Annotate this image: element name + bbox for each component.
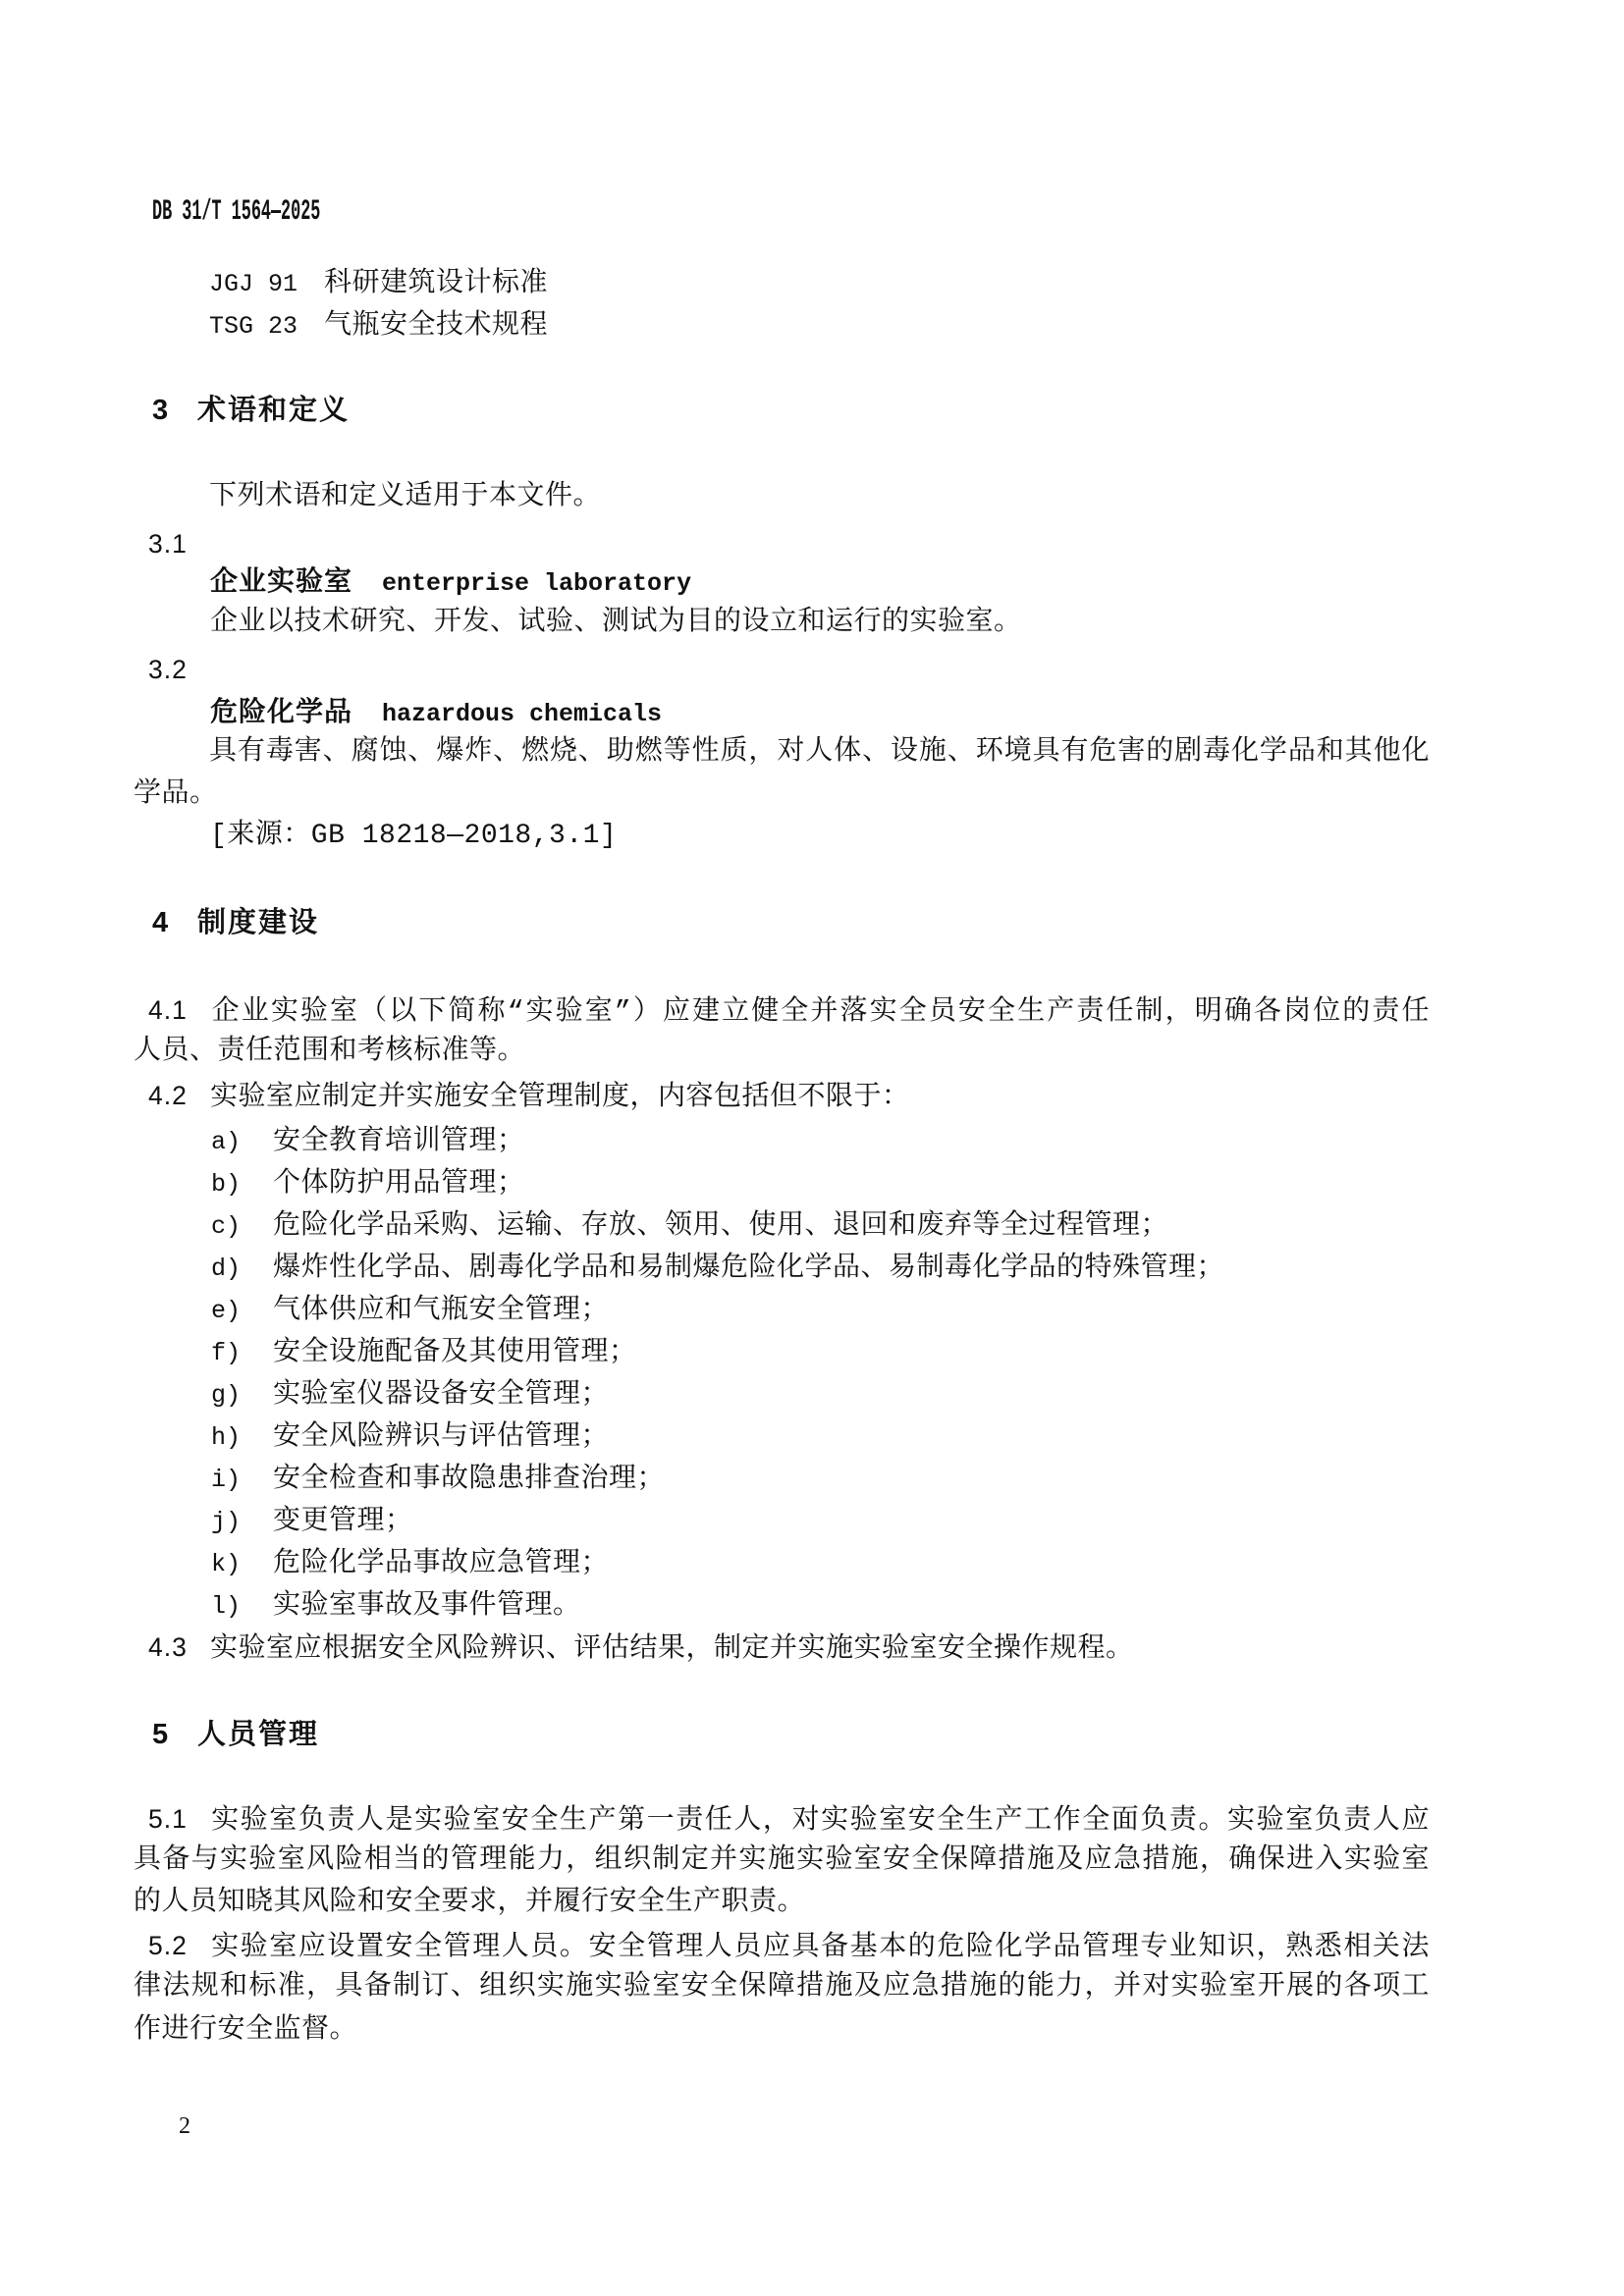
- list-marker: j): [211, 1508, 242, 1536]
- list-marker: k): [211, 1550, 242, 1578]
- list-text: 变更管理；: [273, 1507, 413, 1537]
- reference-code: TSG 23: [209, 312, 298, 341]
- list-text: 安全检查和事故隐患排查治理；: [273, 1465, 666, 1495]
- list-item: [211, 1338, 637, 1369]
- term-source: [来源：GB 18218—2018,3.1]: [210, 821, 618, 851]
- list-text: 气体供应和气瓶安全管理；: [273, 1296, 610, 1326]
- clause-5-2: [148, 1930, 1430, 1964]
- clause-text: 实验室应设置安全管理人员。安全管理人员应具备基本的危险化学品管理专业知识，熟悉相关法: [210, 1933, 1430, 1963]
- list-marker: d): [211, 1255, 242, 1283]
- list-item: [211, 1296, 609, 1327]
- section-heading-4: [152, 907, 319, 938]
- term-en: enterprise laboratory: [382, 569, 692, 598]
- list-text: 实验室事故及事件管理。: [273, 1591, 581, 1622]
- section-number: 5: [152, 1719, 169, 1750]
- clause-text: 实验室应制定并实施安全管理制度，内容包括但不限于：: [210, 1083, 910, 1113]
- clause-text: 的人员知晓其风险和安全要求，并履行安全生产职责。: [134, 1888, 806, 1918]
- list-item: [211, 1127, 525, 1158]
- list-marker: g): [211, 1381, 242, 1410]
- clause-text: 具备与实验室风险相当的管理能力，组织制定并实施实验室安全保障措施及应急措施，确保进入实验室: [134, 1845, 1430, 1876]
- clause-text: 人员、责任范围和考核标准等。: [134, 1037, 526, 1067]
- list-text: 危险化学品事故应急管理；: [273, 1549, 610, 1579]
- clause-4-3: [148, 1631, 1134, 1666]
- reference-title: 科研建筑设计标准: [324, 269, 549, 299]
- term-line: [210, 696, 662, 730]
- clause-number: 4.3: [148, 1632, 188, 1662]
- clause-5-1: [148, 1803, 1430, 1838]
- clause-number: 5.1: [148, 1804, 188, 1834]
- section-title: 人员管理: [197, 1719, 320, 1750]
- clause-number: 4.2: [148, 1081, 188, 1110]
- list-text: 危险化学品采购、运输、存放、领用、使用、退回和废弃等全过程管理；: [273, 1211, 1169, 1242]
- list-item: [211, 1380, 609, 1412]
- list-marker: h): [211, 1423, 242, 1452]
- term-definition: 学品。: [134, 779, 218, 810]
- list-item: [211, 1507, 413, 1538]
- clause-text: 企业实验室（以下简称“实验室”）应建立健全并落实全员安全生产责任制，明确各岗位的责任: [210, 997, 1430, 1028]
- list-marker: i): [211, 1466, 242, 1494]
- list-marker: e): [211, 1297, 242, 1325]
- clause-text: 实验室应根据安全风险辨识、评估结果，制定并实施实验室安全操作规程。: [210, 1634, 1134, 1665]
- list-marker: f): [211, 1339, 242, 1367]
- list-text: 安全风险辨识与评估管理；: [273, 1422, 610, 1453]
- clause-4-1: [148, 994, 1430, 1029]
- term-number: 3.1: [148, 529, 188, 559]
- list-item: [211, 1211, 1168, 1243]
- section-title: 术语和定义: [197, 395, 351, 426]
- section-number: 4: [152, 907, 169, 938]
- section-heading-3: [152, 395, 350, 426]
- list-item: [211, 1169, 525, 1201]
- clause-4-2: [148, 1080, 910, 1114]
- clause-text: 律法规和标准，具备制订、组织实施实验室安全保障措施及应急措施的能力，并对实验室开展的各项工: [134, 1972, 1430, 2002]
- term-number: 3.2: [148, 655, 188, 684]
- term-zh: 企业实验室: [210, 565, 353, 596]
- term-definition: 具有毒害、腐蚀、爆炸、燃烧、助燃等性质，对人体、设施、环境具有危害的剧毒化学品和其他化: [209, 737, 1430, 768]
- list-text: 爆炸性化学品、剧毒化学品和易制爆危险化学品、易制毒化学品的特殊管理；: [273, 1254, 1225, 1284]
- term-definition: 企业以技术研究、开发、试验、测试为目的设立和运行的实验室。: [210, 608, 1022, 638]
- list-marker: c): [211, 1212, 242, 1241]
- list-item: [211, 1254, 1224, 1285]
- list-text: 实验室仪器设备安全管理；: [273, 1380, 610, 1411]
- list-text: 安全教育培训管理；: [273, 1127, 525, 1157]
- reference-title: 气瓶安全技术规程: [324, 311, 549, 342]
- clause-number: 4.1: [148, 995, 188, 1025]
- clause-number: 5.2: [148, 1931, 188, 1960]
- section-heading-5: [152, 1719, 319, 1750]
- reference-line: [209, 311, 548, 343]
- doc-code: DB 31/T 1564—2025: [152, 195, 321, 229]
- list-marker: l): [211, 1592, 242, 1621]
- reference-line: [209, 269, 548, 300]
- list-item: [211, 1465, 665, 1496]
- list-item: [211, 1549, 609, 1580]
- term-line: [210, 565, 691, 600]
- section-number: 3: [152, 395, 169, 426]
- list-item: [211, 1591, 581, 1623]
- page-number: 2: [179, 2113, 191, 2139]
- list-text: 安全设施配备及其使用管理；: [273, 1338, 637, 1368]
- term-en: hazardous chemicals: [382, 700, 663, 728]
- section-title: 制度建设: [197, 907, 320, 938]
- list-text: 个体防护用品管理；: [273, 1169, 525, 1200]
- reference-code: JGJ 91: [209, 270, 298, 298]
- terms-intro: 下列术语和定义适用于本文件。: [209, 482, 602, 512]
- list-item: [211, 1422, 609, 1454]
- term-zh: 危险化学品: [210, 696, 353, 726]
- clause-text: 实验室负责人是实验室安全生产第一责任人，对实验室安全生产工作全面负责。实验室负责人应: [210, 1806, 1430, 1837]
- clause-text: 作进行安全监督。: [134, 2015, 358, 2046]
- list-marker: a): [211, 1128, 242, 1156]
- list-marker: b): [211, 1170, 242, 1199]
